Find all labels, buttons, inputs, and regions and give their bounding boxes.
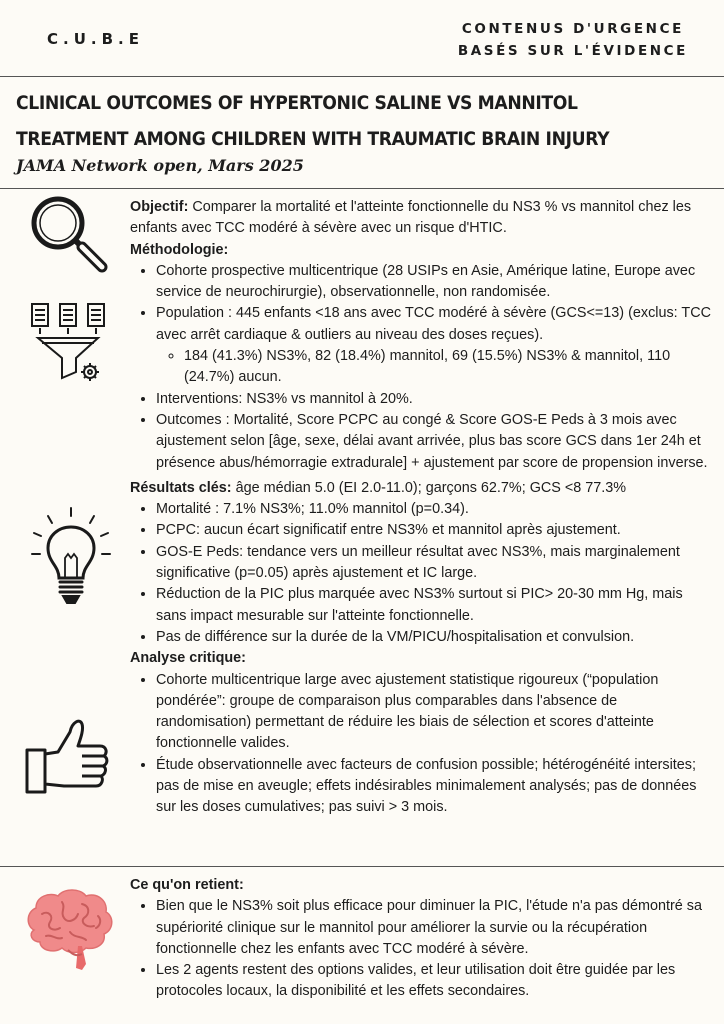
title-divider xyxy=(0,188,724,189)
list-item: • Cohorte prospective multicentrique (28 USIPs en Asie, Amérique latine, Europe avec service de neurochirurgie), observationnelle, non randomisée. xyxy=(156,261,712,304)
objective-text: Comparer la mortalité et l'atteinte fonctionnelle du NS3 % vs mannitol chez les enfants avec TCC modéré à sévère avec un risque d'HTIC. xyxy=(130,199,692,237)
list-item-text: Population : 445 enfants <18 ans avec TCC modéré à sévère (GCS<=13) (exclus: TCC avec arrêt cardiaque & outliers au niveau des doses reçues). xyxy=(156,305,711,343)
list-item: • PCPC: aucun écart significatif entre NS3% et mannitol après ajustement. xyxy=(156,520,712,541)
takeaway-list xyxy=(130,896,712,1002)
takeaway-heading: Ce qu'on retient: xyxy=(130,877,244,893)
list-item: • Étude observationnelle avec facteurs de confusion possible; hétérogénéité intersites; pas de mise en aveugle; effets indésirables minimalement analysés; pas de données sur les doses cumulatives; pas suivi > 3 mois. xyxy=(156,755,712,819)
thumbs-up-icon xyxy=(24,712,110,796)
list-item: • Outcomes : Mortalité, Score PCPC au congé & Score GOS-E Peds à 3 mois avec ajustement selon [âge, sexe, délai avant arrivée, plus bas score GCS dans 1er 24h et présence abus/hémorragie extradurale] + ajustement par score de propension inverse. xyxy=(156,410,712,474)
list-item: • Interventions: NS3% vs mannitol à 20%. xyxy=(156,389,712,410)
list-item: • Cohorte multicentrique large avec ajustement statistique rigoureux (“population pondérée”: groupe de comparaison plus comparables dans l'absence de randomisation) permettant de réduire les biais de sélection et scores d'atteinte fonctionnelle valides. xyxy=(156,670,712,755)
brand-name: C.U.B.E xyxy=(47,30,144,48)
tagline xyxy=(458,18,688,62)
list-item: • Mortalité : 7.1% NS3%; 11.0% mannitol (p=0.34). xyxy=(156,499,712,520)
objective-heading: Objectif: xyxy=(130,199,189,215)
header-divider xyxy=(0,76,724,77)
main-content xyxy=(130,197,712,819)
list-item: • Les 2 agents restent des options valides, et leur utilisation doit être guidée par les protocoles locaux, la disponibilité et les effets secondaires. xyxy=(156,960,712,1003)
objective-section xyxy=(130,197,712,240)
methods-sublist xyxy=(156,346,712,389)
critique-list xyxy=(130,670,712,819)
sub-list-item: ◦ 184 (41.3%) NS3%, 82 (18.4%) mannitol, 69 (15.5%) NS3% & mannitol, 110 (24.7%) aucun. xyxy=(184,346,712,389)
results-heading: Résultats clés: xyxy=(130,479,232,496)
list-item: • GOS-E Peds: tendance vers un meilleur résultat avec NS3%, mais marginalement significative (p=0.05) après ajustement et IC large. xyxy=(156,542,712,585)
tagline-line-2: BASÉS SUR L'ÉVIDENCE xyxy=(457,43,688,59)
lightbulb-icon xyxy=(30,506,112,610)
results-list xyxy=(130,499,712,648)
list-item xyxy=(156,303,712,388)
brain-icon xyxy=(20,884,116,976)
critique-heading: Analyse critique: xyxy=(130,650,246,667)
results-section xyxy=(130,478,712,499)
list-item: • Pas de différence sur la durée de la VM/PICU/hospitalisation et convulsion. xyxy=(156,627,712,648)
takeaway-divider xyxy=(0,866,724,867)
tagline-line-1: CONTENUS D'URGENCE xyxy=(461,21,684,37)
article-title: CLINICAL OUTCOMES OF HYPERTONIC SALINE VS MANNITOL TREATMENT AMONG CHILDREN WITH TRAUMATIC BRAIN INJURY xyxy=(16,93,610,150)
documents-funnel-gear-icon xyxy=(28,300,112,386)
results-text: âge médian 5.0 (EI 2.0-11.0); garçons 62.7%; GCS <8 77.3% xyxy=(231,479,627,496)
list-item: • Bien que le NS3% soit plus efficace pour diminuer la PIC, l'étude n'a pas démontré sa supériorité clinique sur le mannitol pour améliorer la survie ou la récupération fonctionnelle chez les enfants avec TCC modéré à sévère. xyxy=(156,896,712,960)
magnifier-icon xyxy=(28,193,112,275)
methods-list xyxy=(130,261,712,474)
page-header xyxy=(0,0,724,76)
journal-citation: JAMA Network open, Mars 2025 xyxy=(16,156,304,175)
takeaway-section xyxy=(130,875,712,1003)
list-item: • Réduction de la PIC plus marquée avec NS3% surtout si PIC> 20-30 mm Hg, mais sans impact mesurable sur l'atteinte fonctionnelle. xyxy=(156,584,712,627)
methods-heading: Méthodologie: xyxy=(130,241,229,258)
